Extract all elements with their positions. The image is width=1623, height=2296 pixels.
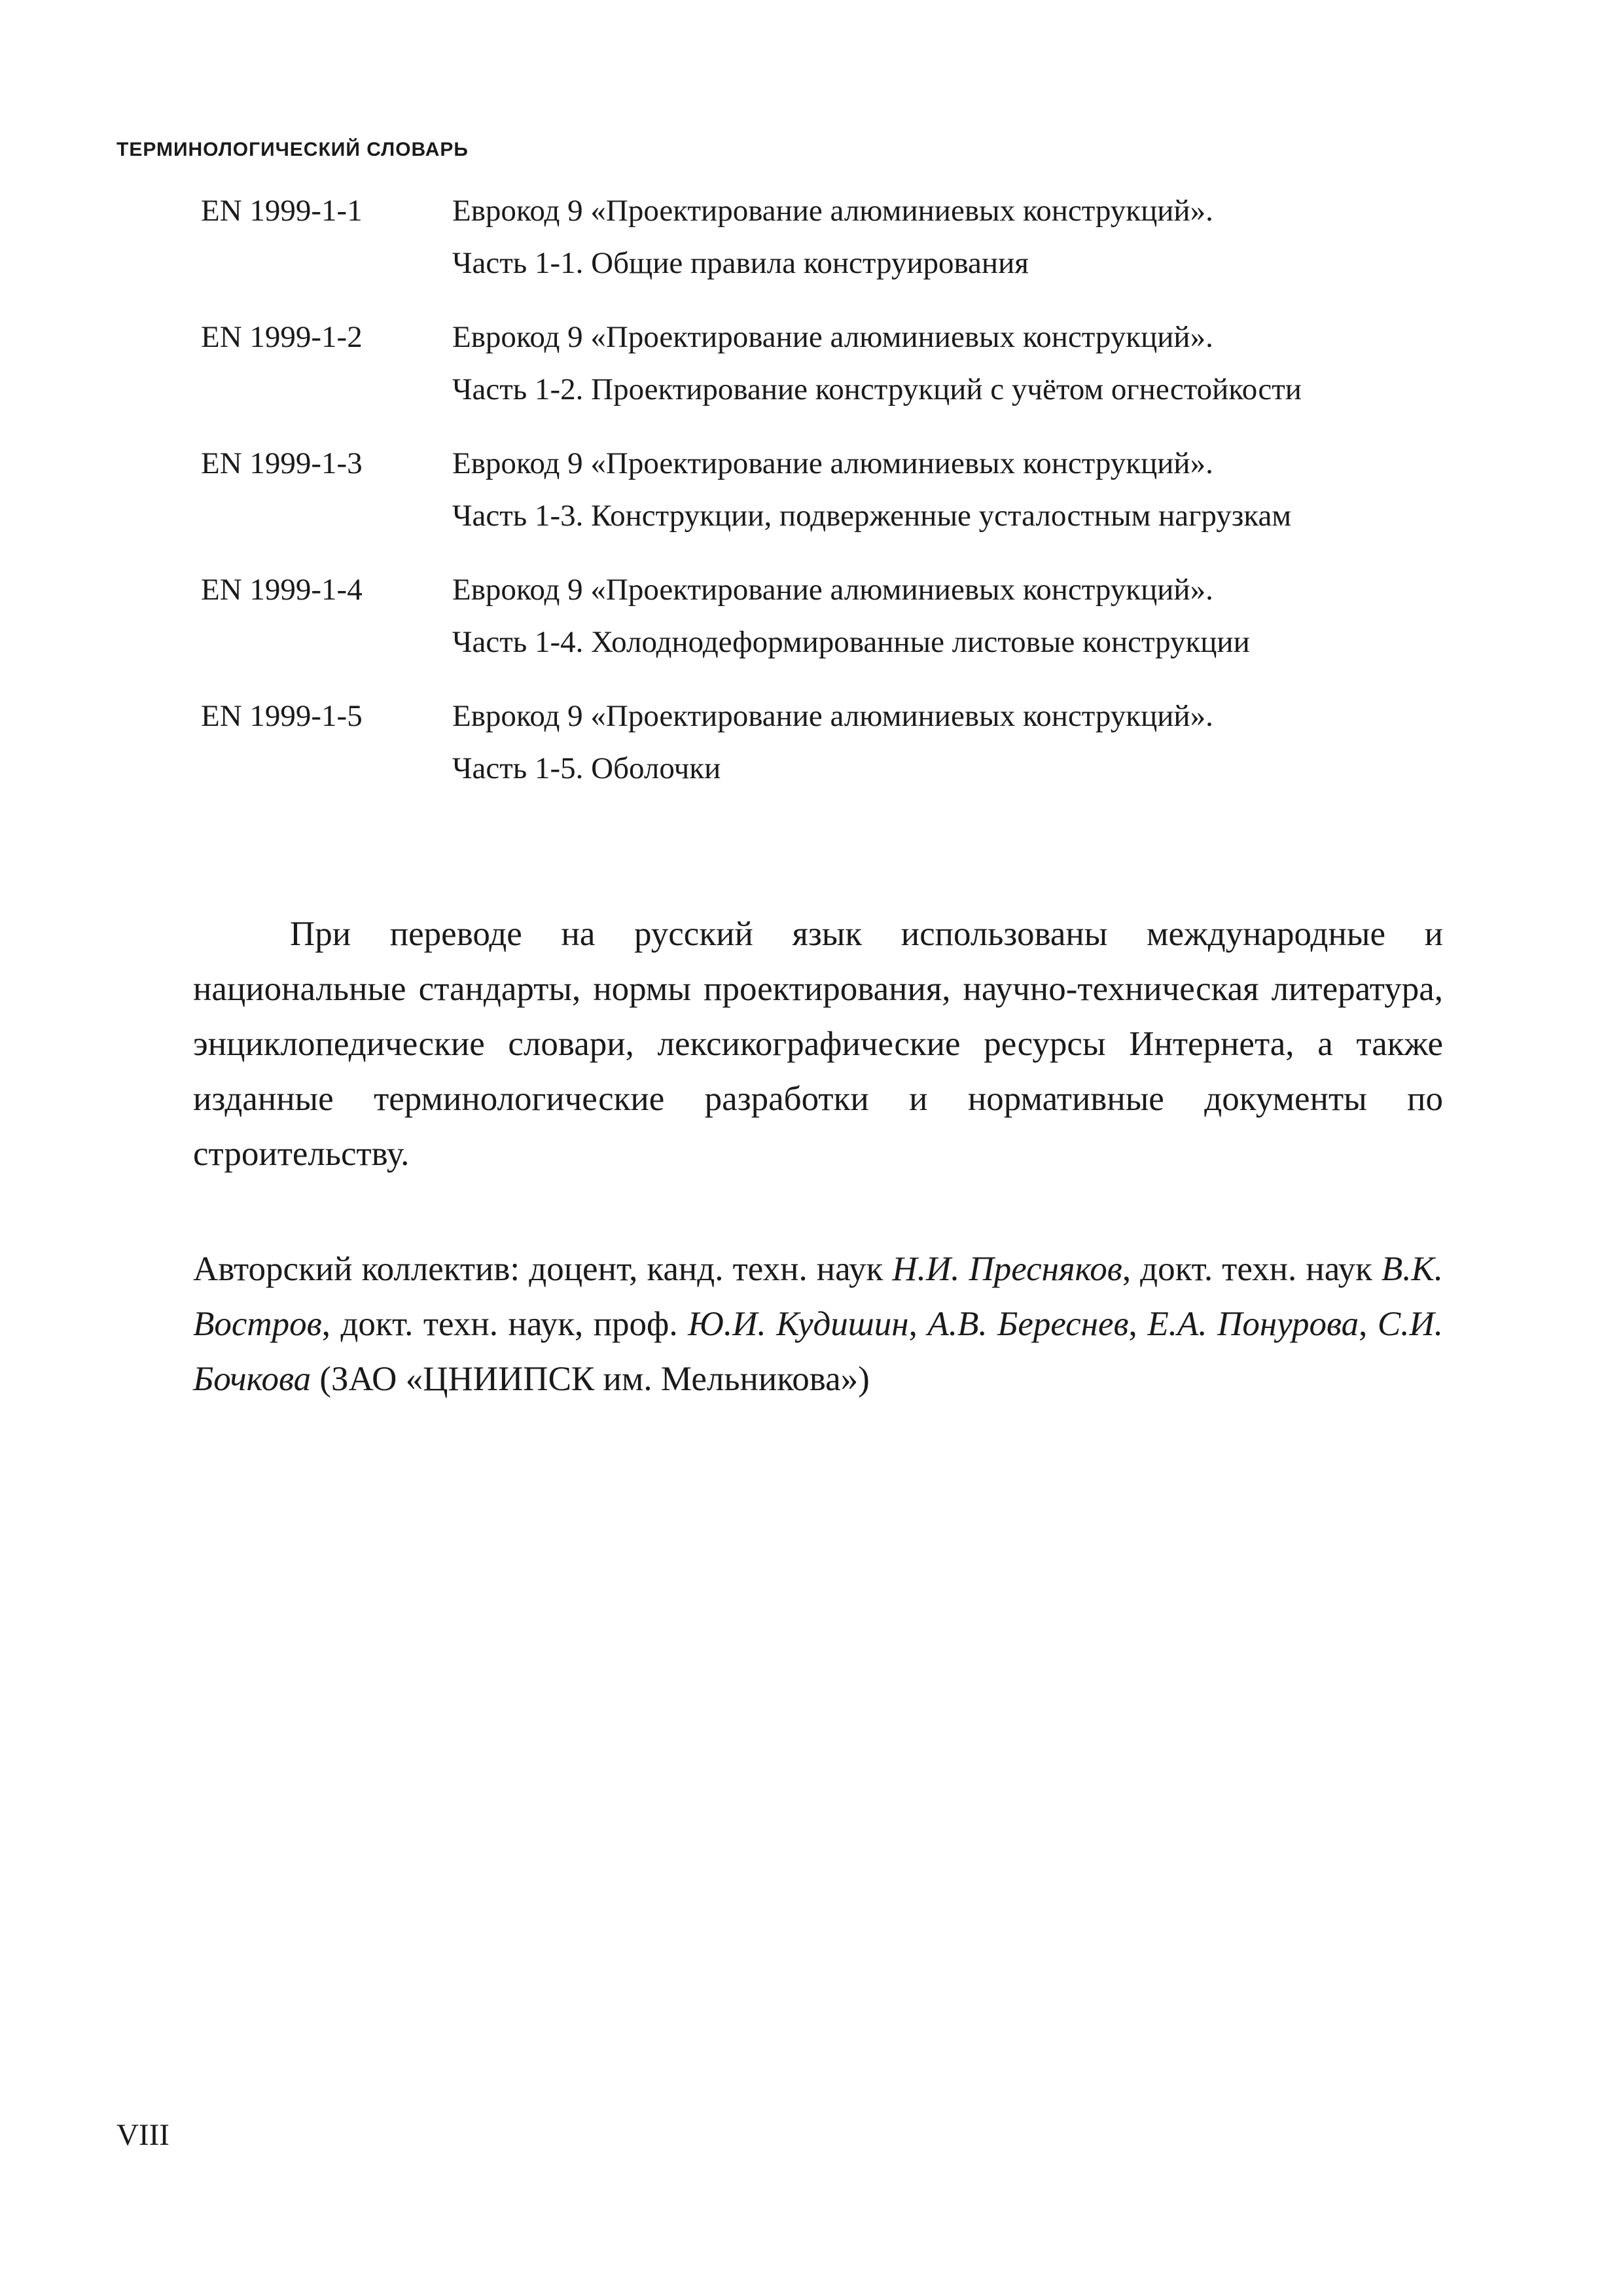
authors-separator: , докт. техн. наук, проф. <box>321 1305 688 1343</box>
author-name: Ю.И. Кудишин <box>688 1305 909 1343</box>
standard-entry <box>201 690 1484 795</box>
standard-title <box>452 564 1484 668</box>
authors-separator: , докт. техн. наук <box>1122 1250 1382 1288</box>
author-name: С.И. Бочкова <box>193 1305 1444 1398</box>
page-number: VIII <box>116 2118 169 2152</box>
standard-entry <box>201 311 1484 416</box>
authors-separator: , <box>1359 1305 1378 1343</box>
standard-title-line1: Еврокод 9 «Проектирование алюминиевых конструкций». <box>452 320 1213 354</box>
standard-title-line2: Часть 1-3. Конструкции, подверженные усталостным нагрузкам <box>452 499 1292 533</box>
standard-entry <box>201 437 1484 542</box>
standard-title-line2: Часть 1-2. Проектирование конструкций с учётом огнестойкости <box>452 372 1302 406</box>
authors-paragraph <box>193 1242 1443 1407</box>
standard-title <box>452 437 1484 542</box>
standard-title-line1: Еврокод 9 «Проектирование алюминиевых конструкций». <box>452 194 1213 228</box>
standard-title <box>452 690 1484 795</box>
standards-list <box>201 185 1484 816</box>
standard-title <box>452 311 1484 416</box>
authors-separator: , <box>908 1305 928 1343</box>
standard-title <box>452 185 1484 289</box>
standard-entry <box>201 185 1484 289</box>
standard-code: EN 1999-1-5 <box>201 699 363 733</box>
authors-separator: , <box>1128 1305 1148 1343</box>
standard-title-line1: Еврокод 9 «Проектирование алюминиевых конструкций». <box>452 699 1213 733</box>
author-name: В.К. Востров <box>193 1250 1443 1343</box>
standard-code: EN 1999-1-4 <box>201 573 363 607</box>
translation-note: При переводе на русский язык использованы международные и национальные стандарты, нормы проектирования, научно-техническая литература, энциклопедические словари, лексикографические ресурсы Интернета, а также изданные терминологические разработки и нормативные документы по строительству. <box>193 915 1443 1173</box>
standard-entry <box>201 564 1484 668</box>
standard-title-line2: Часть 1-5. Оболочки <box>452 751 721 785</box>
standard-title-line1: Еврокод 9 «Проектирование алюминиевых конструкций». <box>452 573 1213 607</box>
author-name: Н.И. Пресняков <box>892 1250 1122 1288</box>
authors-intro: Авторский коллектив: доцент, канд. техн. наук <box>193 1250 893 1288</box>
standard-title-line2: Часть 1-4. Холоднодеформированные листовые конструкции <box>452 625 1250 659</box>
running-head: ТЕРМИНОЛОГИЧЕСКИЙ СЛОВАРЬ <box>116 139 469 160</box>
author-name: А.В. Береснев <box>927 1305 1129 1343</box>
standard-code: EN 1999-1-2 <box>201 320 363 354</box>
standard-title-line1: Еврокод 9 «Проектирование алюминиевых конструкций». <box>452 446 1213 480</box>
standard-title-line2: Часть 1-1. Общие правила конструирования <box>452 246 1029 280</box>
standard-code: EN 1999-1-3 <box>201 446 363 480</box>
authors-organization: (ЗАО «ЦНИИПСК им. Мельникова») <box>311 1360 870 1398</box>
standard-code: EN 1999-1-1 <box>201 194 363 228</box>
author-name: Е.А. Понурова <box>1147 1305 1359 1343</box>
